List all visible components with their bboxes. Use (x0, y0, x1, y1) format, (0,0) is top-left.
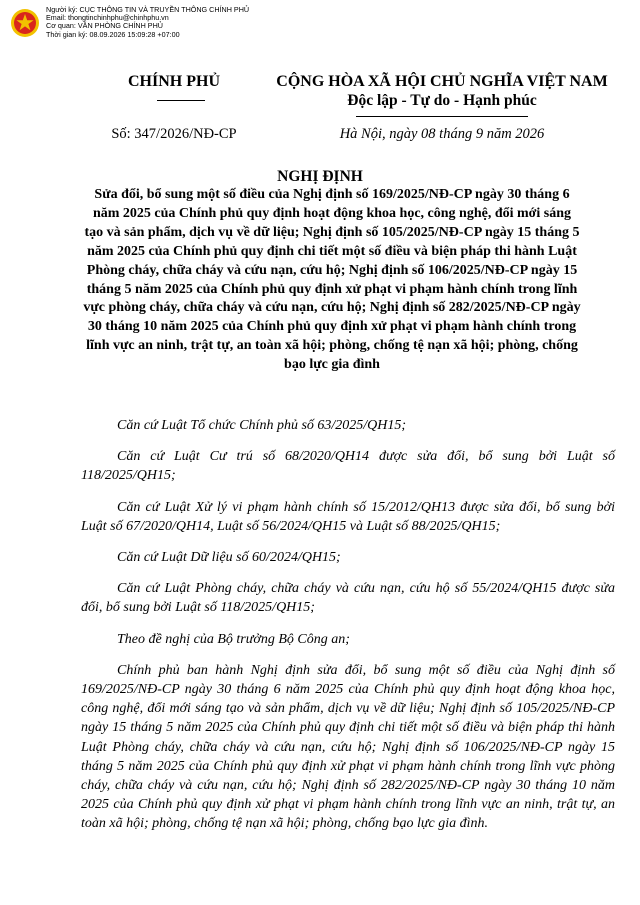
proposal-paragraph: Theo đề nghị của Bộ trưởng Bộ Công an; (117, 631, 350, 647)
legal-basis-paragraph: Căn cứ Luật Phòng cháy, chữa cháy và cứu nạn, cứu hộ số 55/2024/QH15 được sửa đổi, bổ sung bởi Luật số 118/2025/QH15; (81, 581, 615, 616)
signature-time: Thời gian ký: 08.09.2026 15:09:28 +07:00 (46, 29, 180, 39)
national-emblem-icon (10, 8, 40, 38)
agency-underline (157, 100, 205, 101)
document-subject: Sửa đổi, bổ sung một số điều của Nghị định số 169/2025/NĐ-CP ngày 30 tháng 6 năm 2025 của Chính phủ quy định hoạt động khoa học, công nghệ, đổi mới sáng tạo và sản phẩm, dịch vụ về dữ liệu; Nghị định số 105/2025/NĐ-CP ngày 15 tháng 5 năm 2025 của Chính phủ quy định chi tiết một số điều và biện pháp thi hành Luật Phòng cháy, chữa cháy và cứu nạn, cứu hộ; Nghị định số 106/2025/NĐ-CP ngày 15 tháng 5 năm 2025 của Chính phủ quy định xử phạt vi phạm hành chính trong lĩnh vực phòng cháy, chữa cháy và cứu nạn, cứu hộ; Nghị định số 282/2025/NĐ-CP ngày 30 tháng 10 năm 2025 của Chính phủ quy định xử phạt vi phạm hành chính trong lĩnh vực an ninh, trật tự, an toàn xã hội; phòng, chống tệ nạn xã hội; phòng, chống bạo lực gia đình (83, 187, 581, 373)
signature-email: Email: thongtinchinhphu@chinhphu.vn (46, 13, 169, 23)
document-body (81, 416, 615, 846)
digital-signature-block (10, 6, 249, 39)
signature-agency: Cơ quan: VĂN PHÒNG CHÍNH PHỦ (46, 21, 163, 31)
document-type: NGHỊ ĐỊNH (277, 168, 363, 185)
issuing-agency: CHÍNH PHỦ (128, 73, 220, 90)
national-title: CỘNG HÒA XÃ HỘI CHỦ NGHĨA VIỆT NAM (276, 73, 608, 90)
legal-basis-paragraph: Căn cứ Luật Tổ chức Chính phủ số 63/2025/QH15; (117, 418, 407, 433)
legal-basis-paragraph: Căn cứ Luật Xử lý vi phạm hành chính số 15/2012/QH13 được sửa đổi, bổ sung bởi Luật số 67/2020/QH14, Luật số 56/2024/QH15 và Luật số 88/2025/QH15; (81, 499, 615, 534)
enactment-paragraph: Chính phủ ban hành Nghị định sửa đổi, bổ sung một số điều của Nghị định số 169/2025/NĐ-CP ngày 30 tháng 6 năm 2025 của Chính phủ quy định hoạt động khoa học, công nghệ, đổi mới sáng tạo và sản phẩm, dịch vụ về dữ liệu; Nghị định số 105/2025/NĐ-CP ngày 15 tháng 5 năm 2025 của Chính phủ quy định chi tiết một số điều và biện pháp thi hành Luật Phòng cháy, chữa cháy và cứu nạn, cứu hộ; Nghị định số 106/2025/NĐ-CP ngày 15 tháng 5 năm 2025 của Chính phủ quy định xử phạt vi phạm hành chính trong lĩnh vực phòng cháy, chữa cháy và cứu nạn, cứu hộ; Nghị định số 282/2025/NĐ-CP ngày 30 tháng 10 năm 2025 của Chính phủ quy định xử phạt vi phạm hành chính trong lĩnh vực an ninh, trật tự, an toàn xã hội; phòng, chống tệ nạn xã hội; phòng, chống bạo lực gia đình. (81, 662, 615, 832)
document-number: Số: 347/2026/NĐ-CP (111, 126, 237, 142)
legal-basis-paragraph: Căn cứ Luật Dữ liệu số 60/2024/QH15; (117, 550, 341, 566)
legal-basis-paragraph: Căn cứ Luật Cư trú số 68/2020/QH14 được sửa đổi, bổ sung bởi Luật số 118/2025/QH15; (81, 449, 615, 484)
place-and-date: Hà Nội, ngày 08 tháng 9 năm 2026 (339, 126, 545, 142)
national-motto: Độc lập - Tự do - Hạnh phúc (347, 92, 537, 109)
motto-underline (356, 116, 528, 117)
signature-signer: Người ký: CỤC THÔNG TIN VÀ TRUYỀN THÔNG CHÍNH PHỦ (46, 5, 250, 14)
